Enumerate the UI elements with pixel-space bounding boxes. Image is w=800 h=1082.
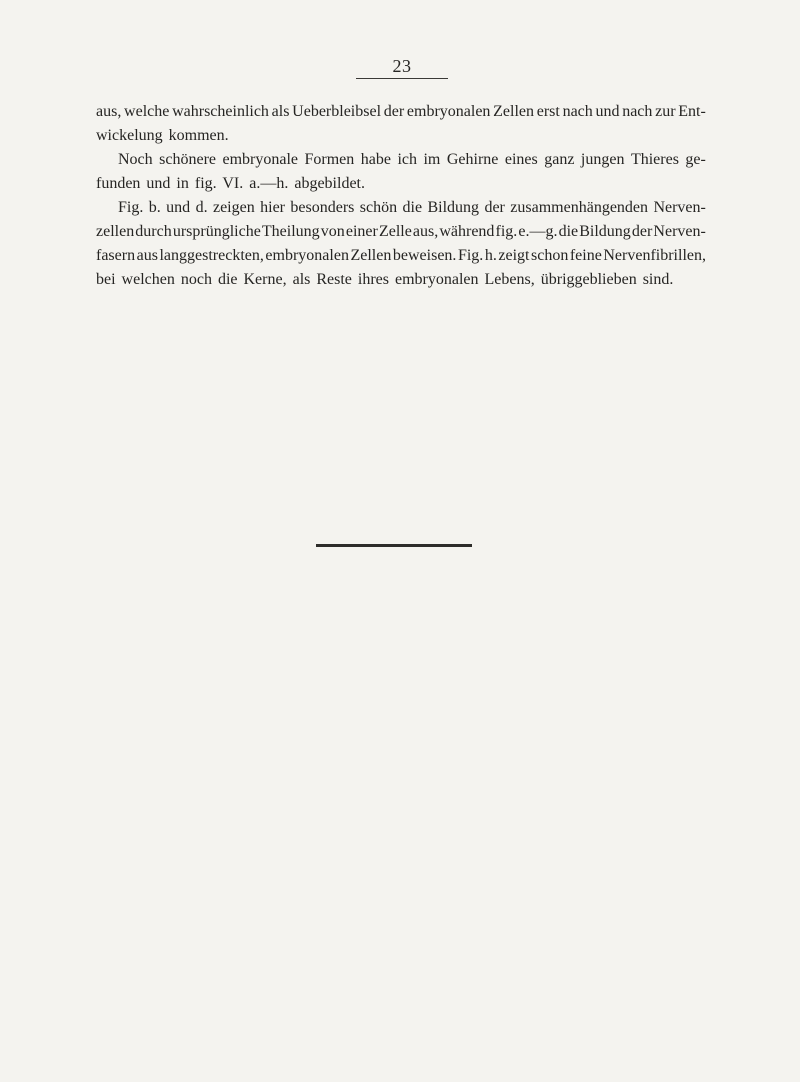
word: die — [402, 199, 423, 216]
word: als — [271, 103, 290, 120]
word: ganz — [544, 151, 575, 168]
word: Zellen — [350, 247, 392, 264]
section-divider — [316, 544, 472, 547]
word: embryonalen — [406, 103, 491, 120]
word: durch — [135, 223, 172, 240]
word: Nerven- — [653, 199, 706, 216]
word: aus — [136, 247, 158, 264]
word: ich — [397, 151, 417, 168]
text-line: funden und in fig. VI. a.—h. abgebildet. — [96, 175, 365, 192]
word: eines — [504, 151, 538, 168]
word: der — [631, 223, 653, 240]
word: fig. — [495, 223, 518, 240]
text-line — [96, 100, 706, 124]
word: Noch — [118, 151, 153, 168]
word: ursprüngliche — [172, 223, 261, 240]
word: Thieres — [630, 151, 679, 168]
word: zur — [655, 103, 676, 120]
word: Fig. — [118, 199, 144, 216]
word: wahrscheinlich — [172, 103, 269, 120]
word: während — [439, 223, 495, 240]
text-line — [96, 244, 706, 268]
text-line: bei welchen noch die Kerne, als Reste ihres embryonalen Lebens, übriggeblieben sind. — [96, 271, 674, 288]
word: h. — [484, 247, 497, 264]
word: feine — [569, 247, 602, 264]
word: nach — [622, 103, 653, 120]
word: zusammenhängenden — [510, 199, 649, 216]
word: Ent- — [678, 103, 706, 120]
word: die — [558, 223, 579, 240]
word: der — [383, 103, 405, 120]
body-text — [96, 100, 706, 292]
word: Nerven- — [653, 223, 706, 240]
word: Zellen — [493, 103, 535, 120]
word: embryonalen — [265, 247, 349, 264]
word: schönere — [159, 151, 216, 168]
word: Theilung — [261, 223, 320, 240]
text-line — [96, 148, 706, 172]
word: zellen — [96, 223, 135, 240]
text-line: wickelung kommen. — [96, 127, 229, 144]
word: zeigen — [212, 199, 255, 216]
word: schön — [359, 199, 398, 216]
word: Formen — [304, 151, 355, 168]
word: erst — [536, 103, 560, 120]
page-number: 23 — [356, 54, 448, 79]
word: nach — [562, 103, 593, 120]
word: Bildung — [579, 223, 631, 240]
word: von — [320, 223, 345, 240]
word: langgestreckten, — [159, 247, 264, 264]
word: schon — [530, 247, 569, 264]
word: e.—g. — [518, 223, 558, 240]
word: embryonale — [222, 151, 299, 168]
word: habe — [360, 151, 391, 168]
word: und — [595, 103, 620, 120]
word: im — [423, 151, 441, 168]
word: Bildung — [427, 199, 480, 216]
word: einer — [345, 223, 378, 240]
word: Nervenfibrillen, — [603, 247, 706, 264]
word: ge- — [685, 151, 706, 168]
word: Zelle — [378, 223, 412, 240]
word: aus, — [412, 223, 439, 240]
text-line — [96, 196, 706, 220]
word: Gehirne — [446, 151, 499, 168]
word: der — [484, 199, 505, 216]
word: d. — [195, 199, 208, 216]
word: welche — [124, 103, 170, 120]
word: zeigt — [498, 247, 530, 264]
word: jungen — [580, 151, 625, 168]
text-line — [96, 220, 706, 244]
word: Fig. — [457, 247, 484, 264]
word: aus, — [96, 103, 122, 120]
word: und — [166, 199, 191, 216]
word: Ueberbleibsel — [292, 103, 382, 120]
word: fasern — [96, 247, 136, 264]
word: hier — [260, 199, 285, 216]
word: beweisen. — [392, 247, 457, 264]
word: besonders — [290, 199, 355, 216]
word: b. — [148, 199, 161, 216]
